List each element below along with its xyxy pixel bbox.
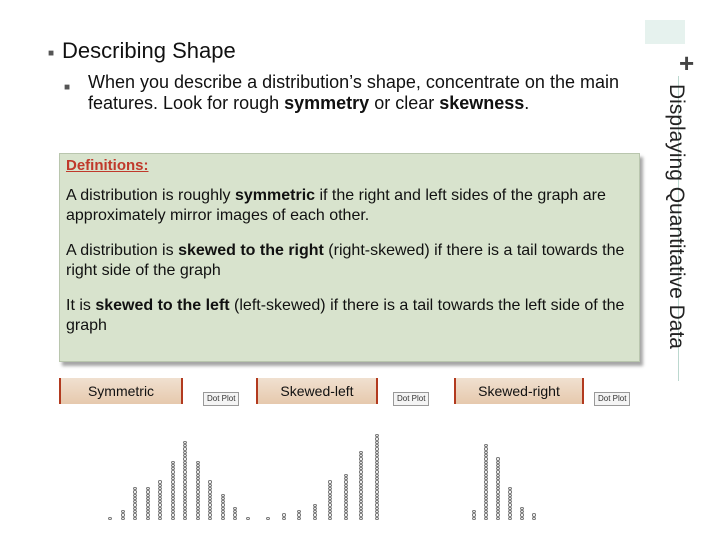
plus-icon: + xyxy=(679,48,695,78)
dot xyxy=(313,517,317,520)
intro-bold: symmetry xyxy=(284,93,370,113)
dot-column xyxy=(246,517,252,520)
intro-part: . xyxy=(524,93,530,113)
intro-bold: skewness xyxy=(439,93,525,113)
dot-column xyxy=(133,487,139,520)
dot xyxy=(233,517,237,520)
dot-column xyxy=(146,487,152,520)
dot-column xyxy=(297,510,303,520)
def-text: It is xyxy=(66,297,96,314)
intro-paragraph xyxy=(64,72,624,114)
dot xyxy=(344,517,348,520)
symmetric-label: Symmetric xyxy=(59,378,183,404)
dot-column xyxy=(233,507,239,520)
dot-column xyxy=(282,513,288,520)
dot-column xyxy=(221,494,227,520)
heading-text: Describing Shape xyxy=(62,38,236,63)
dot xyxy=(121,517,125,520)
dot-column xyxy=(472,510,478,520)
plot-tag: Dot Plot xyxy=(203,392,239,406)
def-text: (right-skewed) if there is a tail towards the right side of the graph xyxy=(66,242,625,279)
dot-column xyxy=(108,517,114,520)
skewed-right-label: Skewed-right xyxy=(454,378,584,404)
dot xyxy=(221,517,225,520)
dot xyxy=(246,517,250,520)
dot xyxy=(196,517,200,520)
dot xyxy=(508,517,512,520)
intro-text xyxy=(64,72,624,114)
dot xyxy=(158,517,162,520)
dot xyxy=(328,517,332,520)
dot-column xyxy=(344,474,350,520)
intro-part: When you describe a distribution’s shape, concentrate on the main features. Look for rough xyxy=(88,72,619,113)
intro-part: or clear xyxy=(369,93,440,113)
dot xyxy=(133,517,137,520)
plot-tag: Dot Plot xyxy=(393,392,429,406)
definition-left-skew xyxy=(66,296,626,336)
dot-column xyxy=(520,507,526,520)
definitions-box xyxy=(59,153,640,362)
dot xyxy=(375,517,379,520)
dot-column xyxy=(532,513,538,520)
side-title: Displaying Quantitative Data xyxy=(665,84,688,349)
dot-column xyxy=(266,517,272,520)
skewed-left-label: Skewed-left xyxy=(256,378,378,404)
dot xyxy=(171,517,175,520)
dot-column xyxy=(121,510,127,520)
dot xyxy=(108,517,112,520)
dot-column xyxy=(508,487,514,520)
def-text: (left-skewed) if there is a tail towards the left side of the graph xyxy=(66,297,625,334)
def-text: A distribution is roughly xyxy=(66,187,235,204)
dot xyxy=(282,517,286,520)
dot-column xyxy=(171,461,177,520)
bullet-icon: ■ xyxy=(48,48,55,59)
def-term: skewed to the right xyxy=(178,242,324,259)
def-term: symmetric xyxy=(234,187,316,204)
dot xyxy=(496,517,500,520)
definition-symmetric xyxy=(66,186,626,226)
dot-column xyxy=(313,504,319,520)
dot xyxy=(297,517,301,520)
dot xyxy=(532,517,536,520)
dot xyxy=(520,517,524,520)
dot xyxy=(266,517,270,520)
dot xyxy=(208,517,212,520)
dot-column xyxy=(496,457,502,520)
def-term: skewed to the left xyxy=(95,297,230,314)
dot-column xyxy=(196,461,202,520)
definitions-title: Definitions: xyxy=(66,157,149,174)
dot xyxy=(484,517,488,520)
dot-column xyxy=(375,434,381,520)
def-text: A distribution is xyxy=(66,242,179,259)
bullet-icon: ■ xyxy=(64,82,71,93)
dot-column xyxy=(359,451,365,520)
plot-tag: Dot Plot xyxy=(594,392,630,406)
dot xyxy=(359,517,363,520)
dot xyxy=(472,517,476,520)
slide-heading xyxy=(48,38,236,64)
dot xyxy=(183,517,187,520)
dot-column xyxy=(158,480,164,520)
definition-right-skew xyxy=(66,241,626,281)
dot-column xyxy=(208,480,214,520)
dot-column xyxy=(183,441,189,520)
corner-decoration xyxy=(645,20,685,44)
dot xyxy=(146,517,150,520)
def-text: if the right and left sides of the graph are approximately mirror images of each other. xyxy=(66,187,606,224)
dot-column xyxy=(484,444,490,520)
dot-column xyxy=(328,480,334,520)
